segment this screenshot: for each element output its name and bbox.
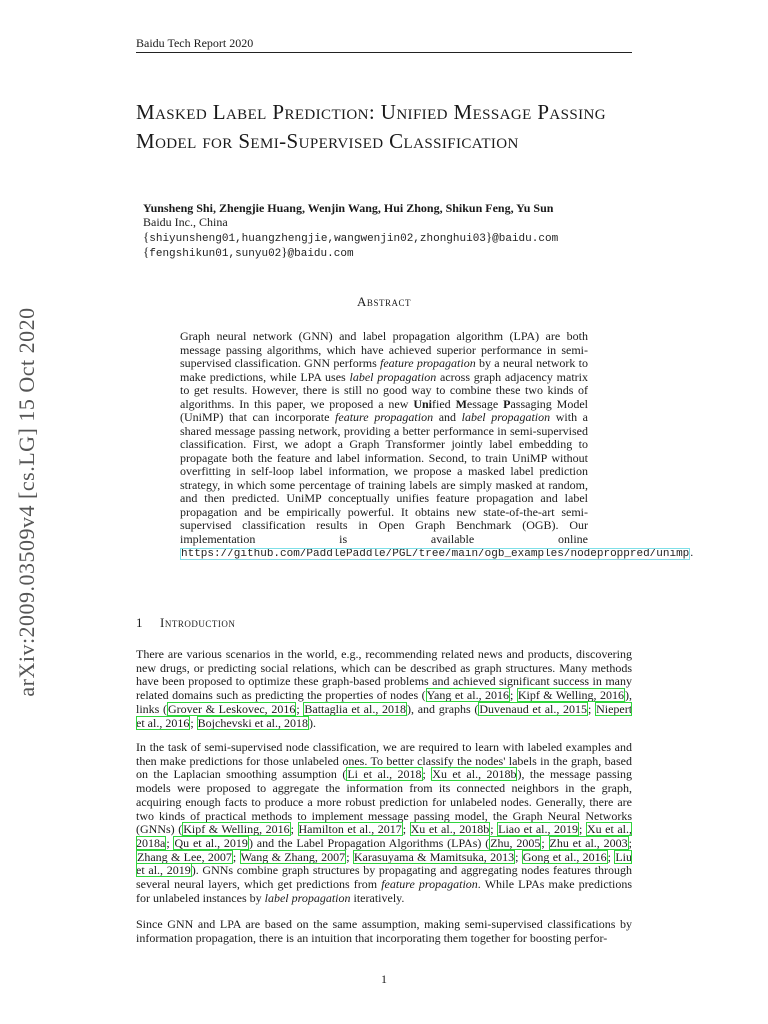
arxiv-identifier: arXiv:2009.03509v4 [cs.LG] 15 Oct 2020 <box>14 307 39 697</box>
email-names-2: fengshikun01,sunyu02 <box>149 248 282 260</box>
section-heading-introduction <box>136 615 632 630</box>
citation-link[interactable]: Gong et al., 2016 <box>522 849 607 864</box>
intro-paragraph-3: Since GNN and LPA are based on the same assumption, making semi-supervised classifications by information propagation, there is an intuition that incorporating them together for boosting perfor- <box>136 917 632 945</box>
citation-link[interactable]: Bojchevski et al., 2018 <box>197 715 308 730</box>
citation-link[interactable]: Yang et al., 2016 <box>426 688 510 703</box>
intro-paragraph-1: There are various scenarios in the world, e.g., recommending related news and products, discovering new drugs, or predicting social relations, which can be described as graph structures. Many methods have been proposed to optimize these graph-based problems and achieved significant success in many related domains such as predicting the properties of nodes (Yang et al., 2016; Kipf & Welling, 2016), links (Grover & Leskovec, 2016; Battaglia et al., 2018), and graphs (Duvenaud et al., 2015; Niepert et al., 2016; Bojchevski et al., 2018). <box>136 647 633 730</box>
page-number: 1 <box>381 972 387 986</box>
section-title: Introduction <box>160 615 236 630</box>
citation-link[interactable]: Karasuyama & Mamitsuka, 2013 <box>353 849 515 864</box>
email-domain-2: @baidu.com <box>287 248 354 260</box>
citation-link[interactable]: Duvenaud et al., 2015 <box>479 701 588 716</box>
author-list: Yunsheng Shi, Zhengjie Huang, Wenjin Wang, Hui Zhong, Shikun Feng, Yu Sun <box>143 201 554 215</box>
citation-link[interactable]: Xu et al., 2018a <box>136 822 632 850</box>
citation-link[interactable]: Xu et al., 2018b <box>410 822 490 837</box>
report-header: Baidu Tech Report 2020 <box>136 36 254 50</box>
abstract-body: Graph neural network (GNN) and label propagation algorithm (LPA) are both message passing algorithms, which have achieved superior performance in semi-supervised classification. GNN performs feature propagation by a neural network to make predictions, while LPA uses label propagation across graph adjacency matrix to get results. However, there is still no good way to combine these two kinds of algorithms. In this paper, we proposed a new Unified Message Passaging Model (UniMP) that can incorporate feature propagation and label propagation with a shared message passing network, providing a better performance in semi-supervised classification. First, we adopt a Graph Transformer jointly label embedding to propagate both the feature and label information. Second, to train UniMP without overfitting in self-loop label information, we propose a masked label prediction strategy, in which some percentage of training labels are simply masked at random, and then predicted. UniMP conceptually unifies feature propagation and label propagation and be empirically powerful. It obtains new state-of-the-art semi-supervised classification results in Open Graph Benchmark (OGB). Our implementation is available online https://github.com/PaddlePaddle/PGL/tree/main/ogb_examples/nodeproppred/unimp. <box>180 329 694 560</box>
citation-link[interactable]: Xu et al., 2018b <box>432 767 517 782</box>
abstract-heading: Abstract <box>357 294 411 309</box>
paper-title: Masked Label Prediction: Unified Message Passing Model for Semi-Supervised Classification <box>136 100 606 153</box>
citation-link[interactable]: Zhang & Lee, 2007 <box>137 849 232 864</box>
email-names-1: shiyunsheng01,huangzhengjie,wangwenjin02,zhonghui03 <box>149 233 486 245</box>
intro-paragraph-2: In the task of semi-supervised node classification, we are required to learn with labeled examples and then make predictions for those unlabeled ones. To better classify the nodes' labels in the graph, based on the Laplacian smoothing assumption (Li et al., 2018; Xu et al., 2018b), the message passing models were proposed to aggregate the information from its connected neighbors in the graph, acquiring enough facts to produce a more robust prediction for unlabeled nodes. Generally, there are two kinds of practical methods to implement message passing model, the Graph Neural Networks (GNNs) (Kipf & Welling, 2016; Hamilton et al., 2017; Xu et al., 2018b; Liao et al., 2019; Xu et al., 2018a; Qu et al., 2019) and the Label Propagation Algorithms (LPAs) (Zhu, 2005; Zhu et al., 2003; Zhang & Lee, 2007; Wang & Zhang, 2007; Karasuyama & Mamitsuka, 2013; Gong et al., 2016; Liu et al., 2019). GNNs combine graph structures by propagating and aggregating nodes features through several neural layers, which get predictions from feature propagation. While LPAs make predictions for unlabeled instances by label propagation iteratively. <box>136 740 633 905</box>
author-emails-line-1: {shiyunsheng01,huangzhengjie,wangwenjin02,zhonghui03}@baidu.com <box>143 229 559 245</box>
citation-link[interactable]: Grover & Leskovec, 2016 <box>168 701 296 716</box>
citation-link[interactable]: Zhu et al., 2003 <box>549 835 628 850</box>
citation-link[interactable]: Wang & Zhang, 2007 <box>240 849 346 864</box>
arxiv-sidebar <box>4 272 50 732</box>
email-domain-1: @baidu.com <box>492 233 559 245</box>
citation-link[interactable]: Battaglia et al., 2018 <box>304 701 407 716</box>
author-emails-line-2: {fengshikun01,sunyu02}@baidu.com <box>143 244 354 260</box>
affiliation: Baidu Inc., China <box>143 215 228 229</box>
citation-link[interactable]: Qu et al., 2019 <box>174 835 248 850</box>
citation-link[interactable]: Kipf & Welling, 2016 <box>517 688 624 703</box>
citation-link[interactable]: Niepert et al., 2016 <box>136 701 633 730</box>
citation-link[interactable]: Zhu, 2005 <box>490 835 541 850</box>
implementation-link[interactable]: https://github.com/PaddlePaddle/PGL/tree/main/ogb_examples/nodeproppred/unimp <box>181 548 690 560</box>
citation-link[interactable]: Hamilton et al., 2017 <box>298 822 402 837</box>
header-rule <box>136 52 632 53</box>
citation-link[interactable]: Liao et al., 2019 <box>498 822 579 837</box>
section-number: 1 <box>136 615 143 630</box>
citation-link[interactable]: Liu et al., 2019 <box>136 849 632 878</box>
citation-link[interactable]: Li et al., 2018 <box>347 767 422 782</box>
citation-link[interactable]: Kipf & Welling, 2016 <box>183 822 290 837</box>
